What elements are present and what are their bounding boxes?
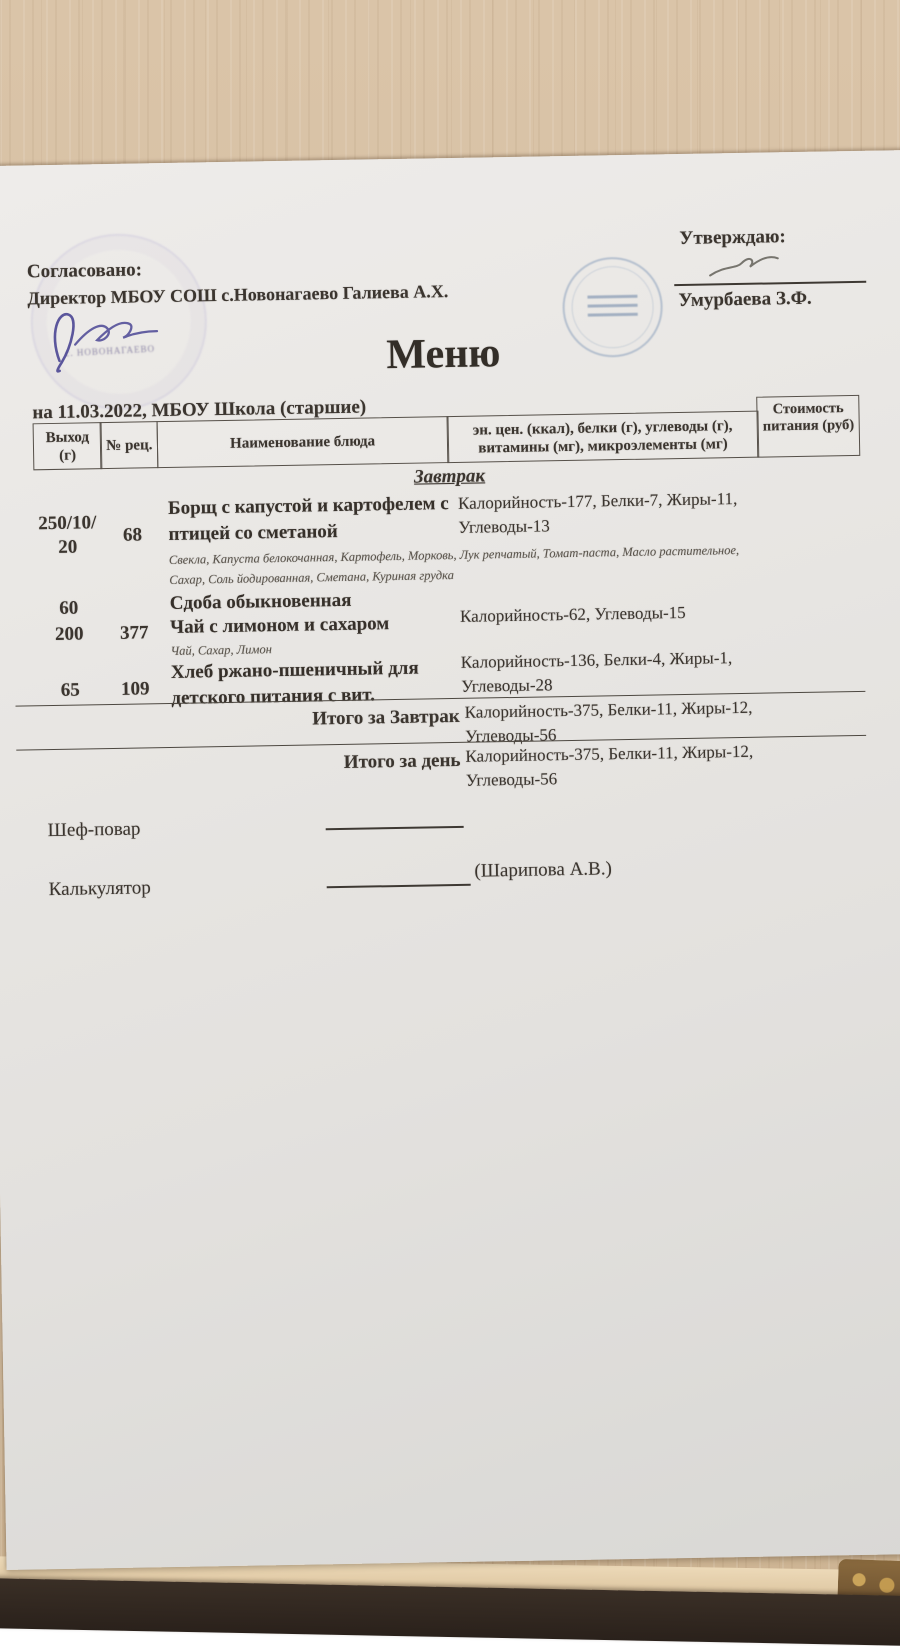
header-output: Выход (г) bbox=[33, 422, 103, 470]
paper-sheet bbox=[0, 150, 900, 1570]
header-dish-name: Наименование блюда bbox=[156, 416, 449, 468]
total-breakfast-value: Калорийность-375, Белки-11, Жиры-12, Углеводы-56 bbox=[464, 697, 753, 746]
row-recipe-no: 377 bbox=[119, 622, 149, 644]
section-title-breakfast: Завтрак bbox=[413, 465, 486, 488]
row-nutrition: Калорийность-62, Углеводы-15 bbox=[459, 602, 686, 626]
calculator-label: Калькулятор bbox=[48, 877, 151, 901]
row-dish-name: Борщ с капустой и картофелем с птицей со сметаной bbox=[167, 493, 449, 545]
row-ingredients: Чай, Сахар, Лимон bbox=[170, 642, 272, 658]
page-title: Меню bbox=[386, 330, 501, 379]
chef-signature-line bbox=[325, 806, 463, 830]
header-nutrition: эн. цен. (ккал), белки (г), углеводы (г), витамины (мг), микроэлементы (мг) bbox=[446, 411, 759, 463]
date-line: на 11.03.2022, МБОУ Школа (старшие) bbox=[32, 396, 367, 424]
row-recipe-no: 68 bbox=[122, 524, 143, 546]
chef-label: Шеф-повар bbox=[47, 818, 141, 842]
row-output: 250/10/ 20 bbox=[38, 512, 97, 558]
row-output: 65 bbox=[60, 679, 80, 701]
director-line: Директор МБОУ СОШ с.Новонагаево Галиева А.Х. bbox=[27, 281, 449, 309]
calculator-name: (Шарипова А.В.) bbox=[474, 858, 613, 882]
row-recipe-no: 109 bbox=[120, 678, 150, 700]
row-nutrition: Калорийность-177, Белки-7, Жиры-11, Углеводы-13 bbox=[457, 489, 738, 537]
total-day-value: Калорийность-375, Белки-11, Жиры-12, Углеводы-56 bbox=[465, 741, 754, 790]
stamp-village-text: с. НОВОНАГАЕВО bbox=[65, 343, 156, 359]
approver-name: Умурбаева З.Ф. bbox=[678, 287, 812, 312]
row-ingredients: Свекла, Капуста белокочанная, Картофель, Морковь, Лук репчатый, Томат-паста, Масло растительное, Сахар, Соль йодированная, Сметана, Куриная грудка bbox=[168, 543, 740, 587]
row-output: 200 bbox=[54, 623, 84, 645]
approved-label: Утверждаю: bbox=[679, 226, 786, 250]
row-nutrition: Калорийность-136, Белки-4, Жиры-1, Углеводы-28 bbox=[460, 648, 733, 696]
header-recipe-no: № рец. bbox=[100, 421, 159, 469]
row-dish-name: Чай с лимоном и сахаром bbox=[169, 613, 390, 638]
row-dish-name: Хлеб ржано-пшеничный для детского питания с вит. bbox=[170, 657, 419, 709]
agreed-label: Согласовано: bbox=[26, 259, 143, 283]
approver-signature-line bbox=[674, 261, 866, 286]
row-dish-name: Сдоба обыкновенная bbox=[169, 589, 352, 614]
stamp-center-lines bbox=[587, 295, 637, 319]
calculator-signature-line bbox=[326, 864, 470, 889]
header-cost: Стоимость питания (руб) bbox=[756, 395, 860, 458]
document-content bbox=[0, 150, 900, 1569]
total-breakfast-label: Итого за Завтрак bbox=[312, 705, 460, 730]
total-day-label: Итого за день bbox=[343, 749, 461, 773]
row-output: 60 bbox=[59, 597, 79, 619]
